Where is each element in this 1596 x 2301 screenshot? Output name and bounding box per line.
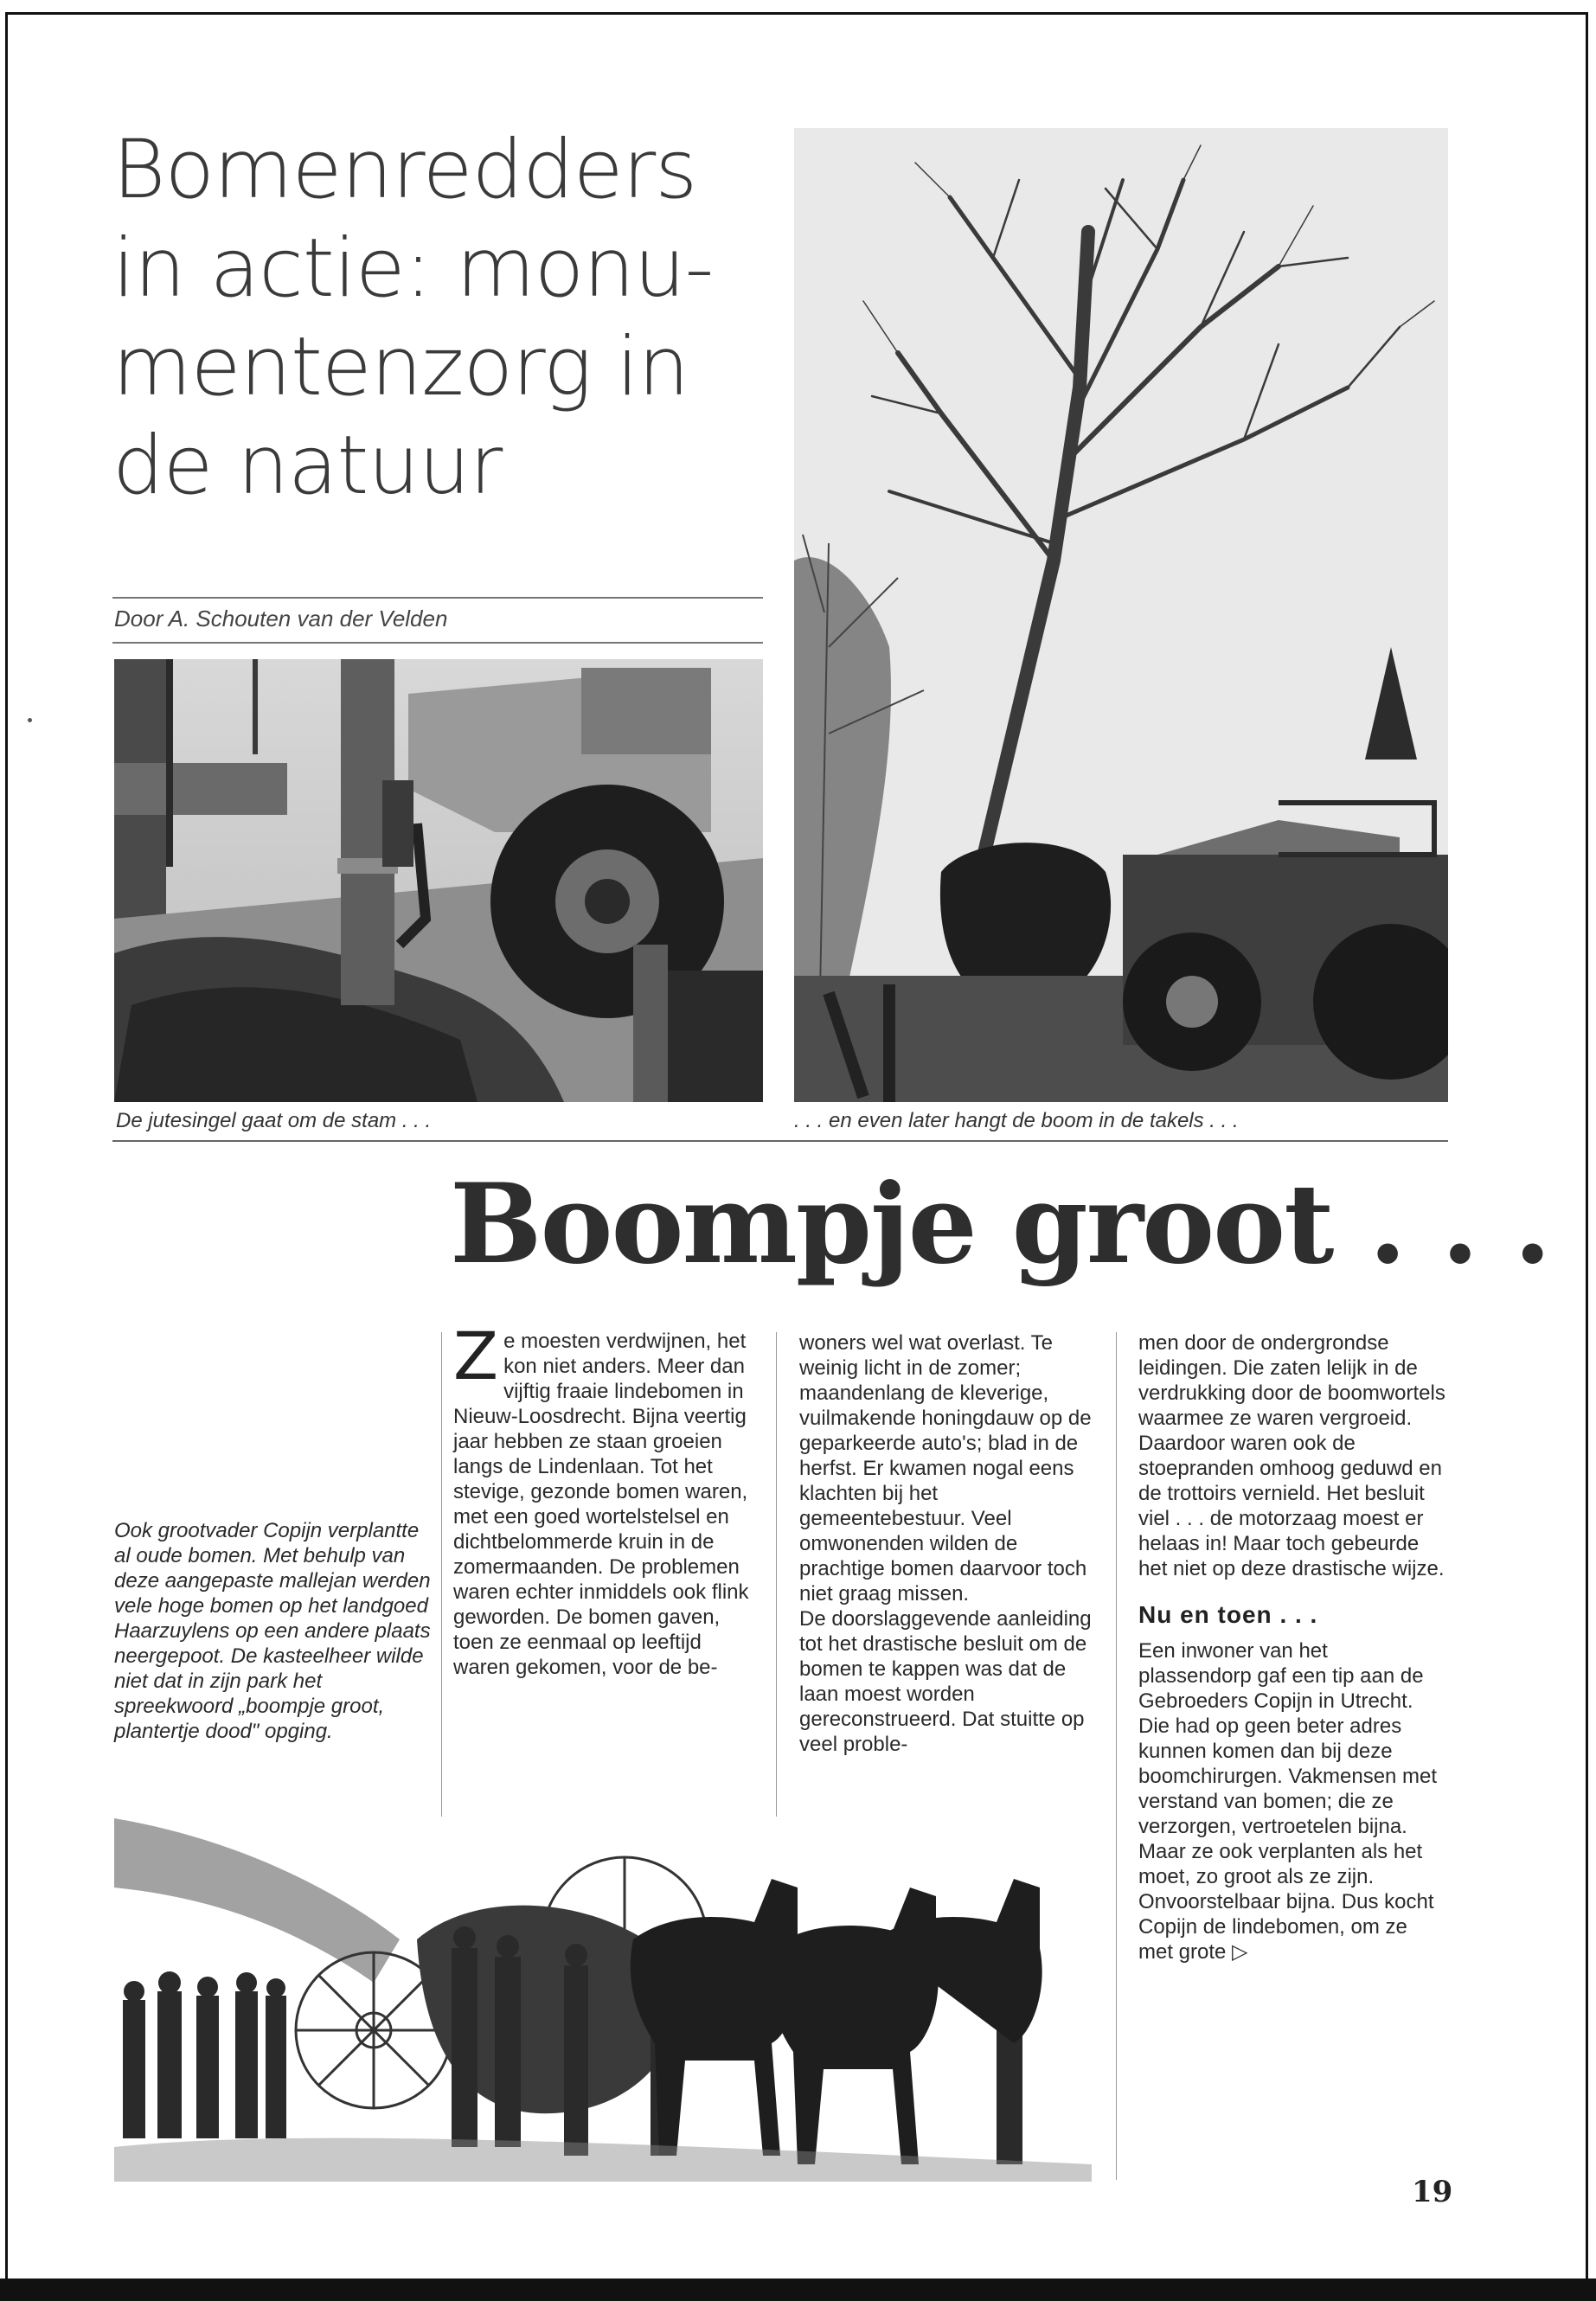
- byline: Door A. Schouten van der Velden: [114, 606, 448, 631]
- caption-right: . . . en even later hangt de boom in de takels . . .: [794, 1109, 1239, 1132]
- illustration-tree-transport: [114, 1818, 1092, 2182]
- byline-rule-bottom: [112, 642, 763, 644]
- headline-line-4: de natuur: [112, 419, 503, 513]
- column-rule-2: [776, 1332, 777, 1817]
- headline-line-3: mentenzorg in: [112, 320, 689, 414]
- col1-text: e moesten verdwijnen, het kon niet anders. Meer dan vijftig fraaie lindebomen in Nieuw-Loosdrecht. Bijna veertig jaar hebben ze staan groeien langs de Lindenlaan. Tot het stevige, gezonde bomen waren, met een goed wortelstelsel en dichtbelommerde kruin in de zomermaanden. De problemen waren echter inmiddels ook flink geworden. De bomen gaven, toen ze eenmaal op leeftijd waren gekomen, voor de be-: [453, 1330, 749, 1679]
- headline-line-1: Bomenredders: [112, 123, 697, 217]
- section-title: Boompje groot . . .: [450, 1160, 1550, 1288]
- page-number: 19: [1412, 2175, 1453, 2209]
- col2-paragraph-2: De doorslaggevende aanleiding tot het drastische besluit om de bomen te kappen was dat de laan moest worden gereconstrueerd. Dat stuitte op veel proble-: [799, 1607, 1092, 1756]
- photo-tree-in-crane: [794, 128, 1448, 1102]
- drop-cap: Z: [453, 1317, 499, 1394]
- caption-rule: [112, 1140, 1448, 1142]
- page-bottom-bar: [0, 2279, 1596, 2301]
- illustration-tree-transport-image: [114, 1818, 1092, 2182]
- caption-left: De jutesingel gaat om de stam . . .: [116, 1109, 432, 1132]
- subhead-nu-en-toen: Nu en toen . . .: [1138, 1601, 1318, 1628]
- photo-tree-in-crane-image: [794, 128, 1448, 1102]
- photo-jute-sling: [114, 659, 763, 1102]
- scan-speck: [28, 718, 32, 722]
- headline-line-2: in actie: monu-: [112, 221, 714, 316]
- col3-paragraph-1: men door de ondergrondse leidingen. Die zaten lelijk in de verdrukking door de boomwortels waarmee ze waren vergroeid. Daardoor waren ook de stoepranden omhoog geduwd en de trottoirs vernield. Het besluit viel . . . de motorzaag moest er helaas in! Maar toch gebeurde het niet op deze drastische wijze.: [1138, 1331, 1445, 1580]
- column-rule-3: [1116, 1332, 1117, 2180]
- article-headline: [112, 121, 770, 516]
- column-rule-1: [441, 1332, 442, 1817]
- body-column-1: [453, 1317, 763, 1680]
- body-column-3: [1138, 1330, 1446, 1965]
- body-column-2: [799, 1330, 1104, 1757]
- sidebar-italic-text: Ook grootvader Copijn verplantte al oude bomen. Met behulp van deze aangepaste mallejan werden vele hoge bomen op het landgoed Haarzuylens op een andere plaats neergepoot. De kasteelheer wilde niet dat in zijn park het spreekwoord „boompje groot, plantertje dood" opging.: [114, 1519, 431, 1743]
- col2-paragraph-1: woners wel wat overlast. Te weinig licht in de zomer; maandenlang de kleverige, vuilmakende honingdauw op de geparkeerde auto's; blad in de herfst. Er kwamen nogal eens klachten bij het gemeentebestuur. Veel omwonenden wilden de prachtige bomen daarvoor toch niet graag missen.: [799, 1331, 1092, 1606]
- byline-rule-top: [112, 597, 763, 599]
- col3-paragraph-2: Een inwoner van het plassendorp gaf een tip aan de Gebroeders Copijn in Utrecht. Die had op geen beter adres kunnen komen dan bij deze boomchirurgen. Vakmensen met verstand van bomen; die ze verzorgen, vertroetelen bijna. Maar ze ook verplanten als het moet, zo groot als ze zijn. Onvoorstelbaar bijna. Dus kocht Copijn de lindebomen, om ze met grote ▷: [1138, 1639, 1438, 1964]
- photo-jute-sling-image: [114, 659, 763, 1102]
